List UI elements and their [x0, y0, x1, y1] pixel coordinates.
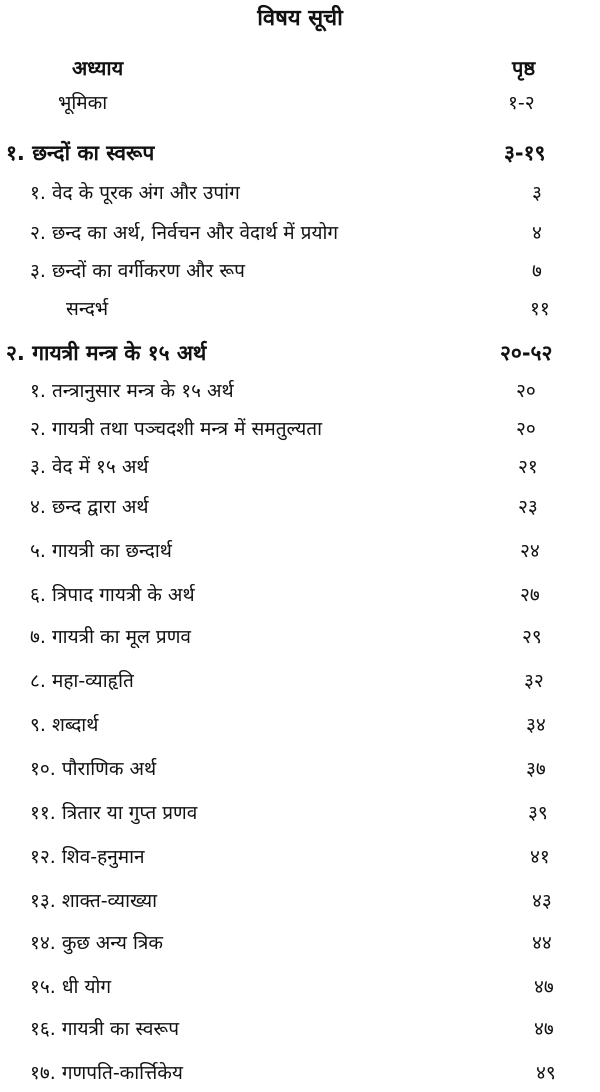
chapter-title: १. छन्दों का स्वरूप — [6, 141, 155, 165]
toc-entry — [0, 450, 600, 484]
toc-entry — [0, 412, 600, 446]
entry-title: १२. शिव-हनुमान — [30, 846, 145, 868]
toc-entry — [0, 664, 600, 698]
toc-entry — [0, 708, 600, 742]
entry-title: ९. शब्दार्थ — [30, 714, 99, 736]
entry-page: ३९ — [528, 802, 548, 824]
entry-page: ११ — [530, 298, 550, 320]
entry-title: ८. महा-व्याहृति — [30, 670, 134, 692]
entry-page: ४१ — [530, 846, 550, 868]
toc-entry — [0, 1012, 600, 1046]
chapter-column-header: अध्याय — [72, 56, 124, 80]
entry-page: ३२ — [524, 670, 544, 692]
entry-page: ३४ — [526, 714, 546, 736]
entry-title: ३. वेद में १५ अर्थ — [30, 456, 149, 478]
entry-page: १-२ — [508, 92, 535, 114]
entry-title: ४. छन्द द्वारा अर्थ — [30, 496, 149, 518]
toc-entry — [0, 796, 600, 830]
page-title: विषय सूची — [257, 6, 343, 31]
entry-page: ३ — [532, 182, 542, 204]
toc-entry — [0, 216, 600, 250]
chapter-page-range: २०-५२ — [500, 341, 553, 365]
entry-title: १३. शाक्त-व्याख्या — [30, 890, 158, 912]
entry-title: १. तन्त्रानुसार मन्त्र के १५ अर्थ — [30, 380, 234, 402]
entry-title: १५. धी योग — [30, 976, 112, 998]
entry-title: ७. गायत्री का मूल प्रणव — [30, 626, 191, 648]
entry-page: ४४ — [532, 932, 552, 954]
entry-title: १६. गायत्री का स्वरूप — [30, 1018, 179, 1040]
toc-entry — [0, 578, 600, 612]
entry-page: २७ — [520, 584, 540, 606]
toc-chapter-2 — [0, 336, 600, 370]
entry-page: २१ — [518, 456, 538, 478]
toc-entry — [0, 840, 600, 874]
entry-page: २४ — [520, 540, 540, 562]
entry-page: ७ — [532, 260, 542, 282]
entry-page: २९ — [522, 626, 542, 648]
entry-title: ११. त्रितार या गुप्त प्रणव — [30, 802, 198, 824]
toc-entry — [0, 254, 600, 288]
entry-title: २. गायत्री तथा पञ्चदशी मन्त्र में समतुल्यता — [30, 418, 323, 440]
page-column-header: पृष्ठ — [512, 56, 536, 80]
toc-entry — [0, 752, 600, 786]
entry-title: १४. कुछ अन्य त्रिक — [30, 932, 163, 954]
toc-entry — [0, 176, 600, 210]
toc-entry — [0, 970, 600, 1004]
toc-entry — [0, 620, 600, 654]
toc-entry-introduction — [0, 86, 600, 120]
entry-title: १०. पौराणिक अर्थ — [30, 758, 157, 780]
toc-entry — [0, 534, 600, 568]
entry-page: २३ — [518, 496, 538, 518]
toc-entry — [0, 490, 600, 524]
entry-page: ४९ — [536, 1062, 556, 1084]
entry-page: २० — [516, 418, 536, 440]
entry-title: २. छन्द का अर्थ, निर्वचन और वेदार्थ में प्रयोग — [30, 222, 339, 244]
entry-page: ४३ — [532, 890, 552, 912]
toc-entry — [0, 884, 600, 918]
entry-title: ५. गायत्री का छन्दार्थ — [30, 540, 172, 562]
entry-page: ३७ — [526, 758, 546, 780]
entry-title: १७. गणपति-कार्त्तिकेय — [30, 1062, 183, 1084]
toc-chapter-1 — [0, 136, 600, 170]
entry-page: ४७ — [534, 1018, 554, 1040]
entry-page: ४ — [532, 222, 542, 244]
entry-title: सन्दर्भ — [66, 298, 109, 320]
toc-entry — [0, 926, 600, 960]
chapter-page-range: ३-१९ — [504, 141, 546, 165]
toc-entry — [0, 374, 600, 408]
entry-title: ६. त्रिपाद गायत्री के अर्थ — [30, 584, 195, 606]
entry-title: १. वेद के पूरक अंग और उपांग — [30, 182, 240, 204]
entry-title: ३. छन्दों का वर्गीकरण और रूप — [30, 260, 245, 282]
entry-page: ४७ — [534, 976, 554, 998]
toc-entry — [0, 1056, 600, 1090]
entry-title: भूमिका — [58, 92, 108, 114]
chapter-title: २. गायत्री मन्त्र के १५ अर्थ — [6, 341, 207, 365]
entry-page: २० — [516, 380, 536, 402]
toc-entry-references — [0, 292, 600, 326]
